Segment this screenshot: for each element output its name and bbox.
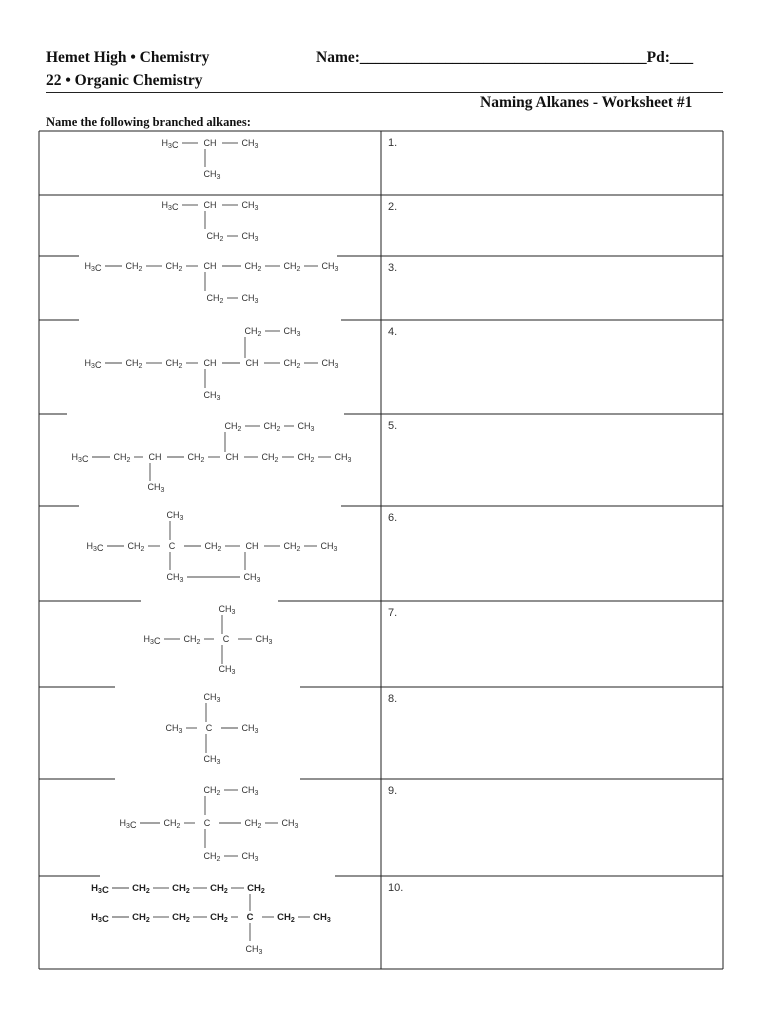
formula-group: C (246, 912, 254, 923)
school-course-label: Hemet High • Chemistry (46, 49, 210, 66)
formula-group: CH (245, 541, 259, 551)
formula-group: $CH_3$ (166, 572, 184, 584)
formula-group: $CH_2$ (277, 912, 295, 924)
formula-group: $H_3C$ (143, 634, 161, 646)
formula-group: $CH_2$ (165, 358, 183, 370)
formula-group: $CH_2$ (163, 818, 181, 830)
formula-group: $H_3C$ (91, 883, 109, 896)
name-label: Name: (316, 49, 360, 66)
formula-group: $CH_2$ (224, 421, 242, 433)
formula-group: $CH_3$ (203, 754, 221, 766)
formula-group: $H_3C$ (91, 912, 109, 925)
formula-group: $CH_2$ (283, 358, 301, 370)
formula-group: $H_3C$ (119, 818, 137, 830)
formula-group: $CH_2$ (244, 326, 262, 338)
formula-group: $CH_3$ (245, 944, 263, 956)
formula-group: $CH_2$ (172, 912, 190, 924)
formula-group: C (168, 541, 176, 551)
formula-group: CH (225, 452, 239, 462)
formula-group: CH (203, 138, 217, 148)
formula-group: $CH_2$ (125, 261, 143, 273)
formula-group: $CH_2$ (183, 634, 201, 646)
formula-group: $CH_3$ (218, 604, 236, 616)
formula-group: $CH_2$ (210, 912, 228, 924)
formula-group: $CH_3$ (321, 358, 339, 370)
formula-group: $CH_2$ (132, 912, 150, 924)
formula-group: $CH_2$ (244, 261, 262, 273)
formula-group: $CH_2$ (203, 785, 221, 797)
formula-group: $CH_3$ (243, 572, 261, 584)
formula-group: CH (203, 261, 217, 271)
formula-group: C (222, 634, 230, 644)
formula-group: $CH_3$ (241, 138, 259, 150)
answer-cell[interactable] (382, 257, 722, 319)
formula-group: $CH_2$ (283, 541, 301, 553)
answer-cell[interactable] (382, 415, 722, 505)
formula-group: $CH_3$ (241, 231, 259, 243)
formula-group: $CH_3$ (166, 510, 184, 522)
formula-group: $CH_2$ (165, 261, 183, 273)
formula-group: $CH_2$ (113, 452, 131, 464)
answer-cell[interactable] (382, 132, 722, 194)
formula-group: $CH_2$ (247, 883, 265, 895)
answer-cell[interactable] (382, 602, 722, 686)
formula-group: $CH_3$ (255, 634, 273, 646)
formula-group: C (205, 723, 213, 733)
answer-cell[interactable] (382, 321, 722, 413)
answer-cell[interactable] (382, 877, 722, 968)
formula-group: $CH_3$ (320, 541, 338, 553)
formula-group: $CH_3$ (313, 912, 331, 924)
formula-group: $CH_3$ (241, 723, 259, 735)
formula-group: $CH_2$ (132, 883, 150, 895)
answer-cell[interactable] (382, 196, 722, 255)
formula-group: $H_3C$ (161, 200, 179, 212)
unit-label: 22 • Organic Chemistry (46, 72, 203, 89)
formula-group: $CH_3$ (203, 390, 221, 402)
formula-group: $CH_3$ (241, 293, 259, 305)
formula-group: $CH_3$ (321, 261, 339, 273)
formula-group: $CH_2$ (204, 541, 222, 553)
formula-group: $CH_2$ (125, 358, 143, 370)
instructions: Name the following branched alkanes: (46, 115, 251, 129)
formula-group: $CH_3$ (218, 664, 236, 676)
formula-group: $CH_2$ (297, 452, 315, 464)
formula-group: $CH_3$ (334, 452, 352, 464)
formula-group: $CH_2$ (261, 452, 279, 464)
formula-group: $CH_2$ (172, 883, 190, 895)
formula-group: $CH_2$ (263, 421, 281, 433)
answer-cell[interactable] (382, 688, 722, 778)
formula-group: $H_3C$ (161, 138, 179, 150)
formula-group: $H_3C$ (86, 541, 104, 553)
period-label: Pd: (646, 49, 670, 66)
formula-group: $CH_3$ (241, 785, 259, 797)
formula-group: CH (245, 358, 259, 368)
formula-group: $CH_3$ (241, 200, 259, 212)
formula-group: $CH_3$ (283, 326, 301, 338)
answer-cell[interactable] (382, 507, 722, 600)
name-blank-line: _____________________________________ (359, 49, 647, 66)
formula-group: CH (203, 358, 217, 368)
formula-group: $CH_2$ (244, 818, 262, 830)
period-blank-line: ___ (669, 49, 694, 66)
formula-group: $CH_3$ (241, 851, 259, 863)
formula-group: $CH_3$ (203, 692, 221, 704)
formula-group: CH (148, 452, 162, 462)
formula-group: $CH_3$ (147, 482, 165, 494)
formula-group: $CH_2$ (206, 293, 224, 305)
formula-group: $CH_3$ (203, 169, 221, 181)
formula-group: $CH_2$ (127, 541, 145, 553)
formula-group: $CH_2$ (206, 231, 224, 243)
formula-group: $CH_2$ (210, 883, 228, 895)
formula-group: $CH_2$ (283, 261, 301, 273)
formula-group: $CH_2$ (187, 452, 205, 464)
formula-group: $H_3C$ (71, 452, 89, 464)
formula-group: $CH_3$ (297, 421, 315, 433)
formula-group: C (203, 818, 211, 828)
formula-group: $CH_3$ (281, 818, 299, 830)
worksheet-title: Naming Alkanes - Worksheet #1 (480, 94, 693, 111)
formula-group: $H_3C$ (84, 358, 102, 370)
formula-group: $CH_2$ (203, 851, 221, 863)
formula-group: $H_3C$ (84, 261, 102, 273)
formula-group: $CH_3$ (165, 723, 183, 735)
answer-cell[interactable] (382, 780, 722, 875)
formula-group: CH (203, 200, 217, 210)
